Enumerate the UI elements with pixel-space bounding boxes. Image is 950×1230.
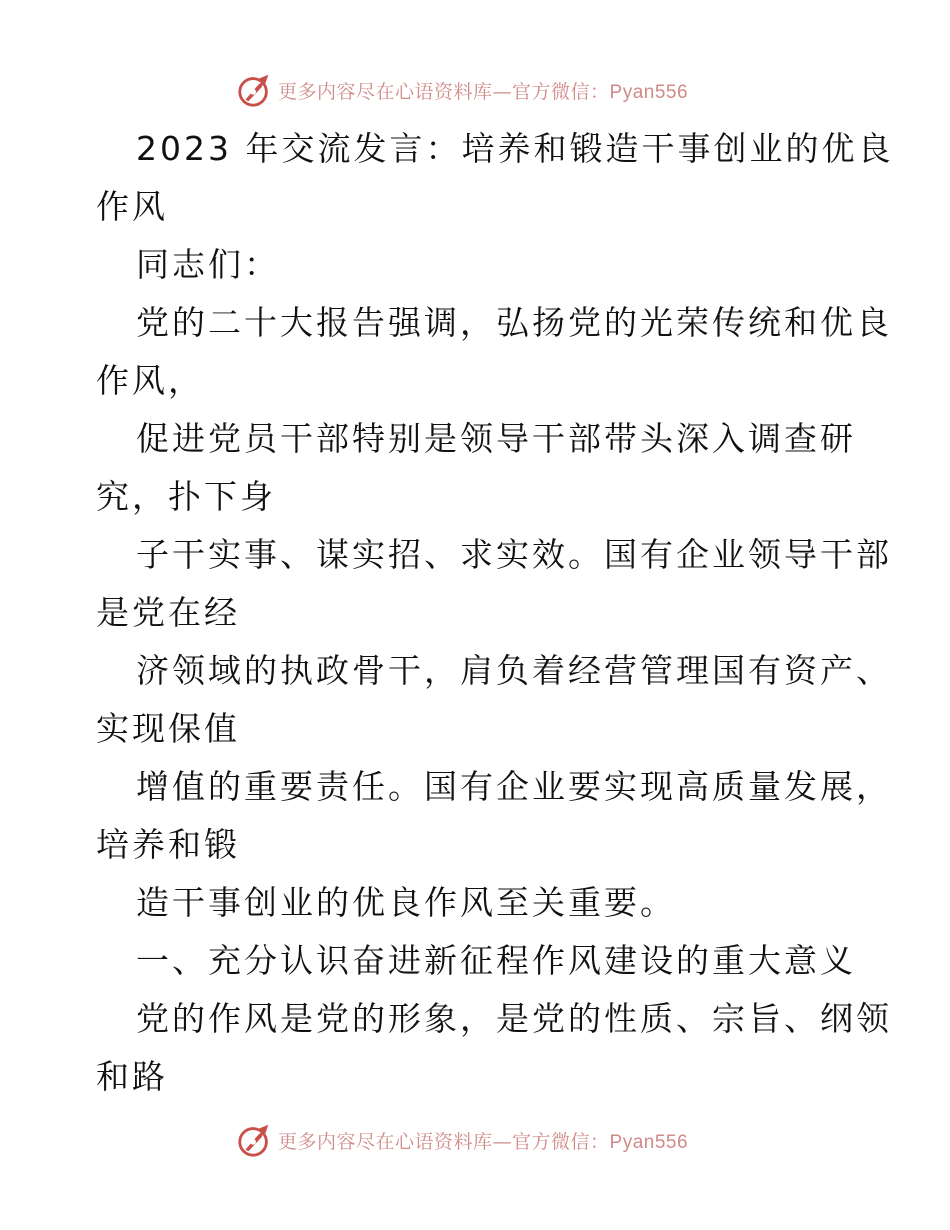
body-line: 实现保值 [96, 709, 240, 748]
title-line-2: 作风 [96, 187, 168, 226]
title-line-1: 2023 年交流发言：培养和锻造干事创业的优良 [136, 129, 894, 168]
body-line: 和路 [96, 1057, 168, 1096]
body-line: 济领域的执政骨干，肩负着经营管理国有资产、 [136, 651, 892, 690]
watermark-text: 更多内容尽在心语资料库—官方微信：Pyan556 [278, 1130, 689, 1153]
body-line: 究，扑下身 [96, 477, 276, 516]
section-heading: 一、充分认识奋进新征程作风建设的重大意义 [136, 941, 856, 980]
body-line: 子干实事、谋实招、求实效。国有企业领导干部 [136, 535, 892, 574]
body-line: 党的作风是党的形象，是党的性质、宗旨、纲领 [136, 999, 892, 1038]
body-line: 促进党员干部特别是领导干部带头深入调查研 [136, 419, 856, 458]
watermark-text: 更多内容尽在心语资料库—官方微信：Pyan556 [278, 80, 689, 103]
body-line: 增值的重要责任。国有企业要实现高质量发展， [136, 767, 892, 806]
body-line: 是党在经 [96, 593, 240, 632]
body-line: 作风， [96, 361, 204, 400]
body-line: 党的二十大报告强调，弘扬党的光荣传统和优良 [136, 303, 892, 342]
body-line: 造干事创业的优良作风至关重要。 [136, 883, 676, 922]
watermark-banner-bottom [236, 1120, 688, 1160]
document-body [96, 120, 894, 1106]
salutation: 同志们： [136, 245, 280, 284]
pen-nib-logo-icon [236, 1121, 274, 1159]
body-line: 培养和锻 [96, 825, 240, 864]
pen-nib-logo-icon [236, 71, 274, 109]
watermark-banner-top [236, 70, 688, 110]
